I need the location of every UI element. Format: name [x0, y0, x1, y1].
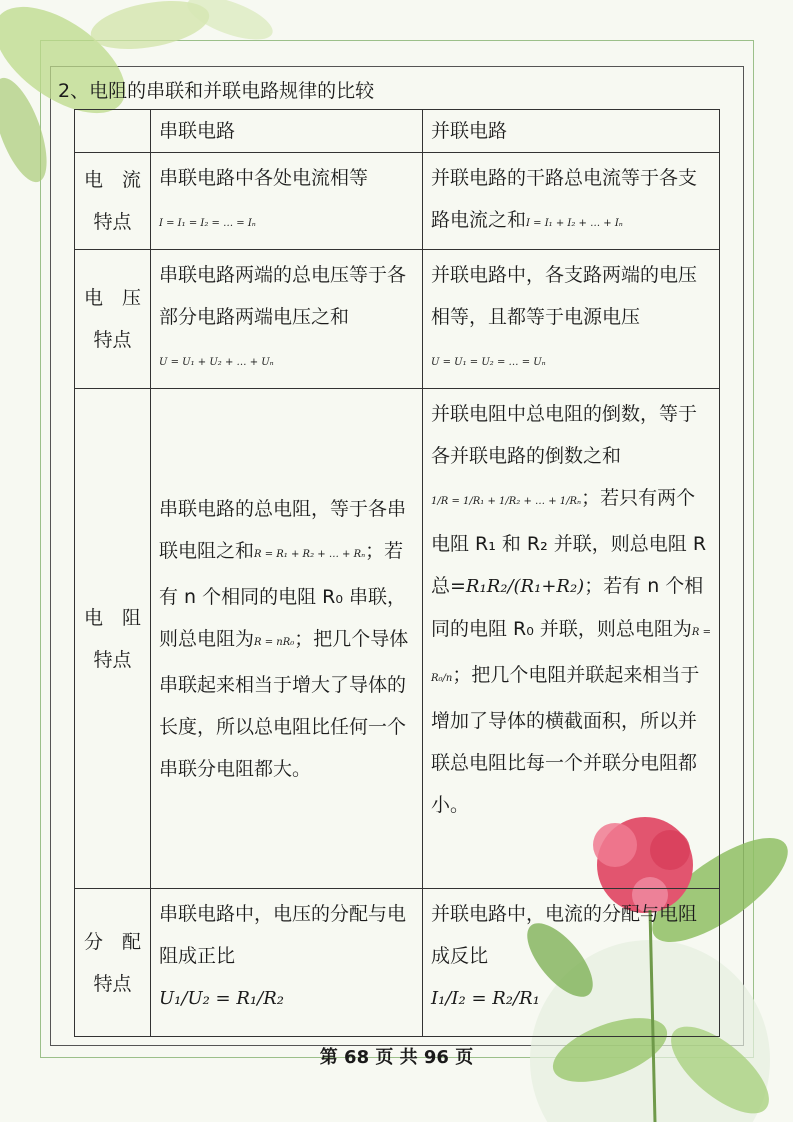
resistance-row — [75, 389, 720, 889]
current-row — [75, 153, 720, 250]
resistance-parallel-text-1: 并联电阻中总电阻的倒数，等于各并联电路的倒数之和 — [431, 403, 698, 467]
row-label-current: 电 流 特点 — [75, 153, 151, 250]
voltage-parallel-text: 并联电路中，各支路两端的电压相等，且都等于电源电压 — [431, 264, 698, 328]
resistance-parallel-text-2: ；若只有两个电阻 R₁ 和 R₂ 并联，则总电阻 R 总= — [431, 487, 707, 597]
distribution-parallel-formula: I₁/I₂ = R₂/R₁ — [431, 988, 540, 1009]
current-parallel-formula: I = I₁ + I₂ + … + Iₙ — [526, 218, 623, 229]
resistance-parallel-formula-1: 1/R = 1/R₁ + 1/R₂ + … + 1/Rₙ — [431, 496, 582, 507]
distribution-series-text: 串联电路中，电压的分配与电阻成正比 — [159, 903, 407, 967]
voltage-series-text: 串联电路两端的总电压等于各部分电路两端电压之和 — [159, 264, 407, 328]
current-parallel-text: 并联电路的干路总电流等于各支路电流之和 — [431, 167, 698, 231]
resistance-parallel-text-3: ；若有 n 个相同的电阻 R₀ 并联，则总电阻为 — [431, 575, 704, 640]
section-title: 2、电阻的串联和并联电路规律的比较 — [58, 80, 375, 102]
current-series-cell — [151, 153, 423, 250]
voltage-series-cell — [151, 250, 423, 389]
table-header-row — [75, 110, 720, 153]
resistance-parallel-text-4: ；把几个电阻并联起来相当于增加了导体的横截面积，所以并联总电阻比每一个并联分电阻都小。 — [431, 664, 700, 816]
distribution-series-formula: U₁/U₂ = R₁/R₂ — [159, 988, 284, 1009]
resistance-parallel-cell — [423, 389, 720, 889]
parallel-header: 并联电路 — [423, 110, 720, 153]
resistance-series-text-1: 串联电路的总电阻，等于各串联电阻之和 — [159, 497, 407, 562]
resistance-parallel-formula-2: R₁R₂/(R₁+R₂) — [465, 576, 585, 597]
row-label-resistance: 电 阻 特点 — [75, 389, 151, 889]
resistance-series-formula-2: R = nR₀ — [254, 636, 295, 648]
comparison-table — [74, 109, 720, 1037]
voltage-row — [75, 250, 720, 389]
distribution-series-cell — [151, 889, 423, 1037]
resistance-series-text-3: ；把几个导体串联起来相当于增大了导体的长度，所以总电阻比任何一个串联分电阻都大。 — [159, 627, 409, 780]
series-header: 串联电路 — [151, 110, 423, 153]
resistance-series-text-2: ；若有 n 个相同的电阻 R₀ 串联，则总电阻为 — [159, 539, 407, 650]
voltage-series-formula: U = U₁ + U₂ + … + Uₙ — [159, 357, 274, 368]
row-label-distribution: 分 配 特点 — [75, 889, 151, 1037]
resistance-parallel-formula-3: R = R₀/n — [431, 627, 711, 684]
current-series-formula: I = I₁ = I₂ = … = Iₙ — [159, 218, 256, 229]
voltage-parallel-cell — [423, 250, 720, 389]
row-label-voltage: 电 压 特点 — [75, 250, 151, 389]
corner-cell — [75, 110, 151, 153]
distribution-parallel-cell — [423, 889, 720, 1037]
voltage-parallel-formula: U = U₁ = U₂ = … = Uₙ — [431, 357, 546, 368]
resistance-series-cell — [151, 389, 423, 889]
page-footer: 第 68 页 共 96 页 — [319, 1047, 474, 1068]
current-parallel-cell — [423, 153, 720, 250]
resistance-series-formula-1: R = R₁ + R₂ + … + Rₙ — [254, 548, 366, 560]
distribution-parallel-text: 并联电路中，电流的分配与电阻成反比 — [431, 903, 698, 967]
distribution-row — [75, 889, 720, 1037]
current-series-text: 串联电路中各处电流相等 — [159, 167, 369, 189]
